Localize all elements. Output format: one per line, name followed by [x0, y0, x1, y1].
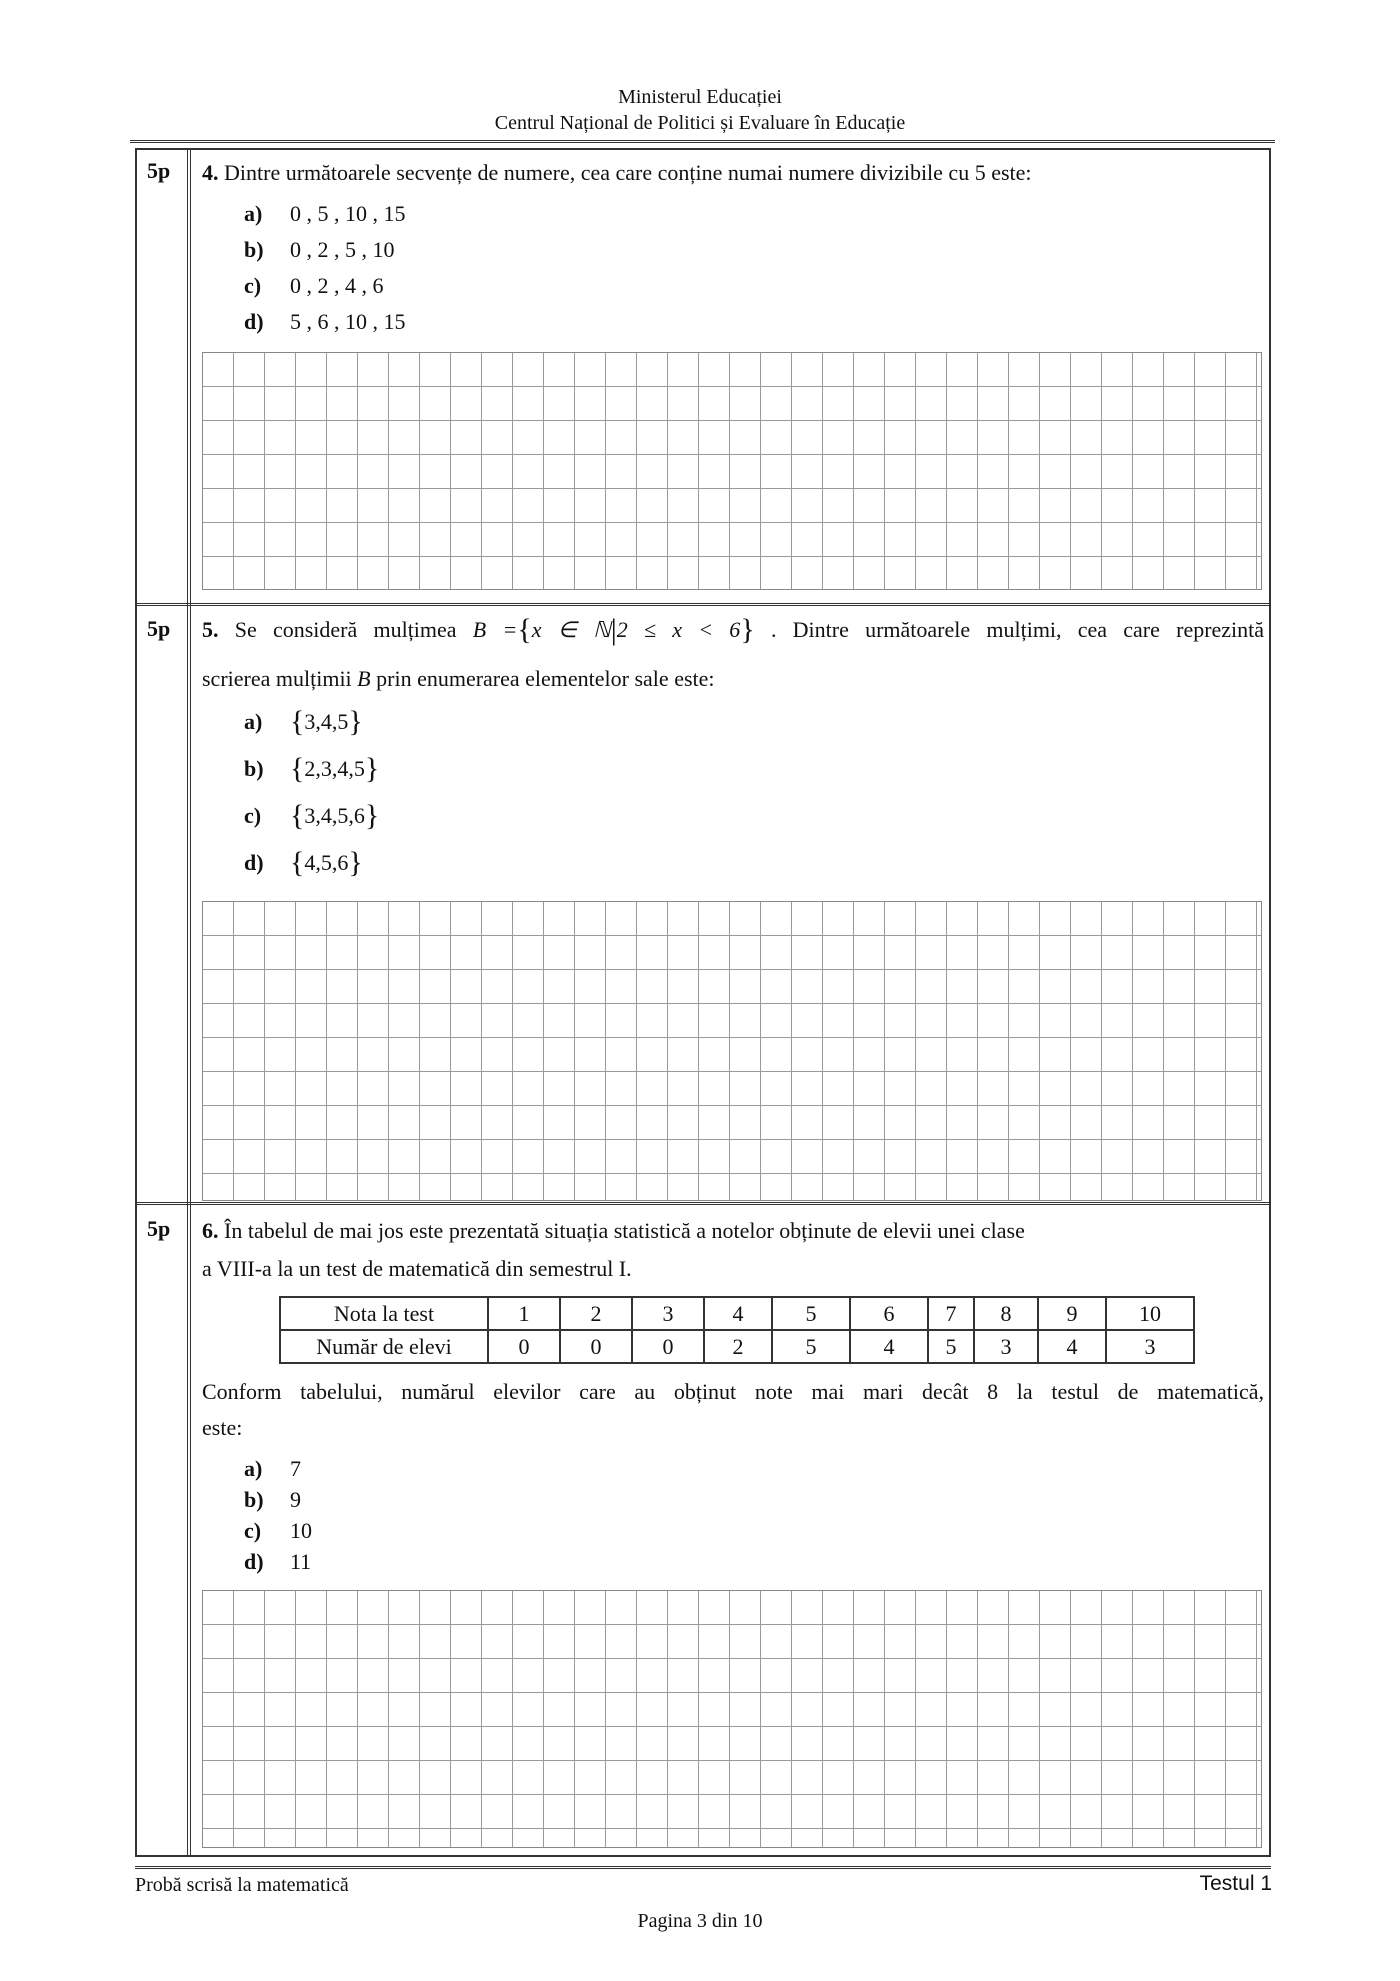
right-brace-icon: }: [364, 799, 380, 832]
ministry-name: Ministerul Educației: [618, 86, 782, 108]
q5-option-b[interactable]: [244, 754, 379, 784]
q5-line2-text-a: scrierea mulțimii: [202, 666, 352, 691]
option-letter: a): [244, 709, 263, 734]
right-brace-icon: }: [740, 613, 755, 646]
option-value: 3,4,5: [304, 709, 349, 734]
q4-option-a[interactable]: [244, 201, 406, 227]
table-cell: 2: [560, 1297, 632, 1330]
q5-option-d[interactable]: [244, 848, 363, 878]
table-row-header: Număr de elevi: [280, 1330, 488, 1363]
table-cell: 2: [704, 1330, 772, 1363]
right-brace-icon: }: [348, 846, 363, 879]
footer-test-label: Testul 1: [1199, 1872, 1272, 1895]
set-lhs: B =: [472, 617, 518, 642]
right-brace-icon: }: [364, 752, 380, 785]
q6-number: 6.: [202, 1218, 219, 1243]
option-letter: d): [244, 850, 264, 875]
table-cell: 5: [772, 1330, 850, 1363]
left-brace-icon: {: [517, 613, 532, 646]
table-cell: 3: [632, 1297, 704, 1330]
option-value: 11: [290, 1549, 312, 1574]
table-cell: 8: [974, 1297, 1038, 1330]
table-row-header: Nota la test: [280, 1297, 488, 1330]
q6-text-line2: a VIII-a la un test de matematică din semestrul I.: [202, 1256, 632, 1281]
option-value: 4,5,6: [304, 850, 349, 875]
table-cell: 6: [850, 1297, 928, 1330]
option-letter: a): [244, 201, 263, 226]
footer-divider: [135, 1866, 1271, 1869]
q5-statement: [202, 611, 1264, 649]
q6-option-d[interactable]: [244, 1549, 311, 1575]
q6-answer-grid[interactable]: [202, 1590, 1262, 1848]
footer-exam-name: Probă scrisă la matematică: [135, 1874, 349, 1896]
option-value: 7: [290, 1456, 301, 1481]
q6-option-a[interactable]: [244, 1456, 301, 1482]
q5-option-a[interactable]: [244, 707, 363, 737]
option-value: 10: [290, 1518, 312, 1543]
option-value: 5 , 6 , 10 , 15: [290, 309, 406, 334]
q4-number: 4.: [202, 160, 219, 185]
points-column-divider: [187, 148, 191, 1857]
table-cell: 1: [488, 1297, 560, 1330]
table-cell: 10: [1106, 1297, 1194, 1330]
separator-bar-icon: |: [610, 613, 617, 646]
q4-statement: [202, 154, 1032, 192]
option-letter: b): [244, 1487, 264, 1512]
q5-text-before: Se consideră mulțimea: [234, 617, 457, 642]
table-cell: 3: [1106, 1330, 1194, 1363]
table-cell: 7: [928, 1297, 974, 1330]
table-row: [280, 1330, 1194, 1363]
option-letter: c): [244, 273, 262, 298]
set-condition: 2 ≤ x < 6: [616, 617, 741, 642]
q6-option-b[interactable]: [244, 1487, 301, 1513]
q5-option-c[interactable]: [244, 801, 379, 831]
option-value: 0 , 2 , 4 , 6: [290, 273, 384, 298]
table-cell: 4: [704, 1297, 772, 1330]
q4-option-d[interactable]: [244, 309, 406, 335]
q5-text-after: . Dintre următoarele mulțimi, cea care reprezintă: [770, 617, 1265, 642]
q5-answer-grid[interactable]: [202, 901, 1262, 1201]
q5-line2-text-b: prin enumerarea elementelor sale este:: [376, 666, 715, 691]
page-header: [0, 84, 1400, 136]
table-row: [280, 1297, 1194, 1330]
table-cell: 3: [974, 1330, 1038, 1363]
option-value: 9: [290, 1487, 301, 1512]
q6-text-line1: În tabelul de mai jos este prezentată situația statistică a notelor obținute de elevii unei clase: [224, 1218, 1025, 1243]
header-divider: [130, 140, 1275, 143]
left-brace-icon: {: [290, 752, 305, 785]
q5-set-definition: [472, 613, 771, 646]
q6-statement-line1: [202, 1212, 1025, 1250]
table-cell: 5: [772, 1297, 850, 1330]
row-divider-q5: [135, 603, 1271, 606]
q6-question-line1: Conform tabelului, numărul elevilor care au obținut note mai mari decât 8 la testul de matematică,: [202, 1379, 1264, 1404]
q5-points: 5p: [147, 616, 171, 641]
q4-answer-grid[interactable]: [202, 352, 1262, 590]
grades-table: [279, 1296, 1195, 1364]
table-cell: 4: [850, 1330, 928, 1363]
q5-set-var: B: [357, 666, 371, 691]
option-letter: d): [244, 309, 264, 334]
option-letter: b): [244, 756, 264, 781]
q5-number: 5.: [202, 617, 219, 642]
row-divider-q6: [135, 1202, 1271, 1205]
center-name: Centrul Național de Politici și Evaluare în Educație: [494, 112, 906, 134]
left-brace-icon: {: [290, 846, 305, 879]
q6-option-c[interactable]: [244, 1518, 312, 1544]
q4-option-b[interactable]: [244, 237, 395, 263]
q5-statement-line2: [202, 660, 715, 698]
table-cell: 4: [1038, 1330, 1106, 1363]
left-brace-icon: {: [290, 705, 305, 738]
option-letter: b): [244, 237, 264, 262]
right-brace-icon: }: [348, 705, 363, 738]
option-letter: d): [244, 1549, 264, 1574]
option-value: 0 , 2 , 5 , 10: [290, 237, 395, 262]
q6-points: 5p: [147, 1216, 171, 1241]
table-cell: 0: [488, 1330, 560, 1363]
page-number: Pagina 3 din 10: [637, 1910, 763, 1932]
set-element: x ∈ ℕ: [531, 617, 611, 642]
table-cell: 0: [632, 1330, 704, 1363]
option-value: 2,3,4,5: [304, 756, 365, 781]
table-cell: 5: [928, 1330, 974, 1363]
option-letter: a): [244, 1456, 263, 1481]
q4-option-c[interactable]: [244, 273, 384, 299]
q4-points: 5p: [147, 158, 171, 183]
q4-text: Dintre următoarele secvențe de numere, cea care conține numai numere divizibile cu 5 este:: [224, 160, 1032, 185]
option-value: 3,4,5,6: [304, 803, 365, 828]
table-cell: 9: [1038, 1297, 1106, 1330]
option-letter: c): [244, 803, 262, 828]
q6-question-line2: este:: [202, 1415, 243, 1440]
option-letter: c): [244, 1518, 262, 1543]
table-cell: 0: [560, 1330, 632, 1363]
left-brace-icon: {: [290, 799, 305, 832]
option-value: 0 , 5 , 10 , 15: [290, 201, 406, 226]
